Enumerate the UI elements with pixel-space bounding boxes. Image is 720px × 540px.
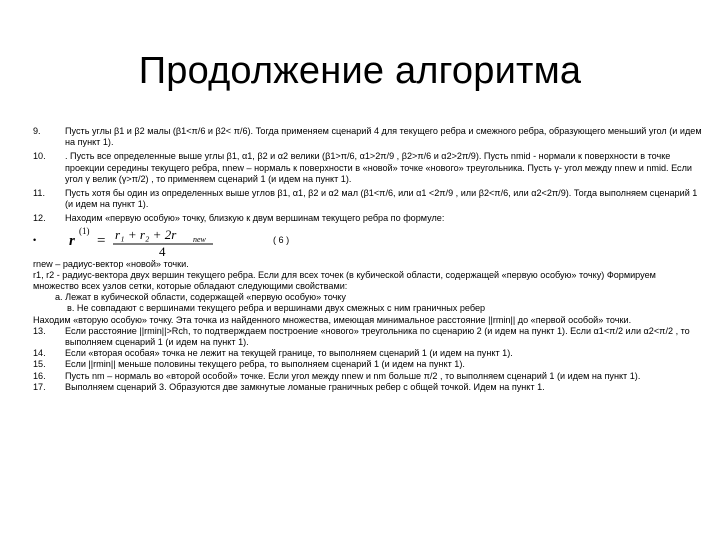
list-item-12: [33, 213, 703, 224]
item-number: 12.: [33, 213, 46, 224]
item-number: 11.: [33, 188, 45, 199]
formula-bullet: •: [33, 234, 37, 245]
item-number: 14.: [33, 348, 46, 359]
formula-number: ( 6 ): [273, 234, 290, 245]
item-number: 10.: [33, 151, 46, 162]
property-a: а. Лежат в кубической области, содержащей «первую особую» точку: [55, 292, 346, 303]
list-item-13: [33, 326, 703, 348]
list-item-14: [33, 348, 703, 359]
item-text: Пусть хотя бы один из определенных выше углов β1, α1, β2 и α2 мал (β1<π/6, или α1 <2π/9 , или β2<π/6, или α2<2π/9). Тогда выполняем сценарий 1 (и идем на пункт 1).: [65, 188, 698, 210]
formula-6: [63, 225, 233, 259]
paragraph-rnew: rnew – радиус-вектор «новой» точки.: [33, 258, 189, 269]
item-number: 9.: [33, 126, 41, 136]
item-text: Пусть углы β1 и β2 малы (β1<π/6 и β2< π/6). Тогда применяем сценарий 4 для текущего ребра и смежного ребра, образующего меньший угол (и идем на пункт 1).: [65, 126, 702, 148]
slide-body: [33, 126, 703, 393]
formula-lhs: r: [69, 232, 75, 249]
item-number: 17.: [33, 381, 46, 392]
paragraph-second-special: Находим «вторую особую» точку. Эта точка из найденного множества, имеющая минимальное расстояние ||rmin|| до «первой особой» точки.: [33, 314, 632, 325]
item-text: Пусть nm – нормаль во «второй особой» точке. Если угол между nnew и nm больше π/2 , то выполняем сценарий 1 (и идем на пункт 1).: [65, 370, 641, 381]
item-number: 16.: [33, 370, 46, 381]
formula-numerator-sub: new: [193, 234, 206, 244]
item-text: Выполняем сценарий 3. Образуются две замкнутые ломаные граничных ребер с общей точкой. Идем на пункт 1.: [65, 381, 545, 392]
slide-title: Продолжение алгоритма: [138, 50, 582, 92]
property-b: в. Не совпадают с вершинами текущего ребра и вершинами двух смежных с ним граничных ребер: [67, 303, 486, 314]
formula-equals: =: [97, 232, 106, 249]
formula-numerator: r₁ + r₂ + 2r: [115, 226, 177, 242]
item-text: Находим «первую особую» точку, близкую к двум вершинам текущего ребра по формуле:: [65, 213, 445, 224]
list-item-15: [33, 359, 703, 370]
item-text: Если «вторая особая» точка не лежит на текущей границе, то выполняем сценарий 1 (и идем на пункт 1).: [65, 348, 513, 359]
paragraph-r1-r2: r1, r2 - радиус-вектора двух вершин текущего ребра. Если для всех точек (в кубической области, содержащей «первую особую» точку) Формируем множество всех узлов сетки, которые обладают следующими свойствами:: [33, 269, 656, 292]
item-text: Если расстояние ||rmin||>Rch, то подтверждаем построение «нового» треугольника по сценарию 2 (и идем на пункт 1). Если α1<π/2 или α2<π/2 , то выполняем сценарий 1 (и идем на пункт 1).: [65, 325, 690, 348]
item-text: Если ||rmin|| меньше половины текущего ребра, то выполняем сценарий 1 (и идем на пункт 1).: [65, 359, 465, 370]
list-item-11: [33, 188, 703, 210]
item-number: 15.: [33, 359, 46, 370]
list-item-10: [33, 151, 703, 185]
formula-row: [33, 225, 703, 259]
list-item-17: [33, 382, 703, 393]
list-item-9: [33, 126, 703, 148]
item-number: 13.: [33, 325, 46, 336]
list-item-16: [33, 371, 703, 382]
formula-superscript: (1): [79, 225, 90, 236]
item-text: . Пусть все определенные выше углы β1, α1, β2 и α2 велики (β1>π/6, α1>2π/9 , β2>π/6 и α2>2π/9). Пусть nmid - нормали к поверхности в точке проекции середины текущего ребра, nnew – нормаль к поверхности в «новой» точке «нового» треугольника. Пусть γ- угол между nnew и nmid. Если угол γ велик (γ>π/2) , то применяем сценарий 1 (и идем на пункт 1).: [65, 151, 692, 184]
formula-denominator: 4: [159, 243, 166, 259]
